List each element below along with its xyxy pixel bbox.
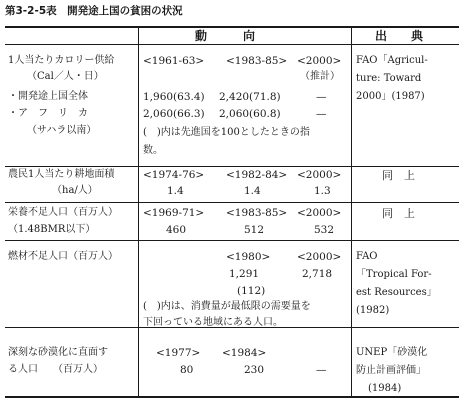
header-trend: 動 向 (195, 29, 256, 43)
row-divider-3 (5, 240, 459, 241)
table-title: 第3-2-5表 開発途上国の貧困の状況 (5, 5, 183, 17)
row1-developing-value-3: — (316, 91, 327, 103)
row3-value-2: 512 (244, 224, 265, 236)
row4-value-2: 2,718 (302, 268, 333, 280)
row5-value-1: 80 (180, 364, 194, 376)
row4-period-1: <1980> (226, 251, 271, 263)
row4-source-line-1: FAO (356, 251, 378, 262)
row5-source-line-1: UNEP「砂漠化 (356, 347, 428, 358)
row4-source-line-2: 「Tropical For- (356, 269, 432, 280)
row1-label: 1人当たりカロリー供給 (8, 55, 115, 66)
row4-period-2: <2000> (297, 251, 342, 263)
row4-source-line-3: est Resources」 (356, 287, 437, 298)
row4-note-line-1: ( )内は、消費量が最低限の需要量を (143, 301, 311, 312)
column-divider-2 (351, 26, 352, 397)
row5-period-1: <1977> (156, 347, 201, 359)
column-divider-1 (138, 26, 139, 397)
row3-value-3: 532 (314, 224, 335, 236)
row1-source-line-3: 2000」(1987) (356, 91, 425, 102)
header-rule (5, 44, 459, 45)
row2-unit: （ha/人） (52, 185, 98, 196)
row1-period-1: <1961-63> (143, 55, 205, 67)
row5-source-line-2: 防止計画評価」 (356, 365, 426, 376)
row5-source-line-3: (1984) (368, 383, 402, 394)
row2-label: 農民1人当たり耕地面積 (8, 169, 115, 180)
row1-source-line-2: ture: Toward (356, 73, 422, 84)
row4-value-1-paren: (112) (237, 285, 266, 297)
row3-label: 栄養不足人口（百万人） (8, 207, 118, 218)
row1-source-line-1: FAO「Agricul- (356, 55, 428, 66)
top-rule (5, 26, 459, 28)
row2-value-3: 1.3 (314, 185, 331, 197)
row1-africa-value-3: — (316, 108, 327, 120)
row1-label-subsaharan: （サハラ以南） (27, 125, 97, 136)
row5-value-3: — (316, 364, 327, 376)
row4-label: 燃材不足人口（百万人） (8, 251, 118, 262)
row2-period-2: <1982-84> (226, 169, 288, 181)
row1-note-line-2: 数。 (143, 145, 163, 156)
row3-sub-label: （1.48BMR以下） (8, 224, 96, 235)
row1-period-2: <1983-85> (226, 55, 288, 67)
row4-note-line-2: 下回っている地域にある人口。 (143, 317, 283, 328)
row-divider-1 (5, 166, 459, 167)
row-divider-2 (5, 202, 459, 203)
bottom-rule (5, 396, 459, 398)
row3-period-1: <1969-71> (143, 207, 205, 219)
row1-developing-value-1: 1,960(63.4) (143, 91, 205, 103)
row2-value-1: 1.4 (167, 185, 184, 197)
row2-value-2: 1.4 (244, 185, 261, 197)
row2-source: 同 上 (382, 169, 415, 182)
row5-label: 深刻な砂漠化に直面す (8, 347, 108, 358)
row3-period-2: <1983-85> (226, 207, 288, 219)
row1-period-3-note: （推計） (300, 71, 340, 82)
row1-label-africa: ・ア フ リ カ (8, 108, 88, 119)
row1-africa-value-1: 2,060(66.3) (143, 108, 205, 120)
row1-period-3: <2000> (297, 55, 342, 67)
row1-unit: （Cal／人・日） (27, 71, 104, 82)
row2-period-1: <1974-76> (143, 169, 205, 181)
row2-period-3: <2000> (297, 169, 342, 181)
row4-value-1: 1,291 (229, 268, 260, 280)
row1-developing-value-2: 2,420(71.8) (219, 91, 281, 103)
row3-period-3: <2000> (297, 207, 342, 219)
row1-label-developing: ・開発途上国全体 (8, 91, 88, 102)
row5-label-cont: る人口 （百万人） (8, 364, 103, 375)
row3-value-1: 460 (166, 224, 187, 236)
row1-note-line-1: ( )内は先進国を100としたときの指 (143, 127, 310, 138)
row5-value-2: 230 (244, 364, 265, 376)
row3-source: 同 上 (382, 207, 415, 220)
header-source: 出 典 (375, 29, 424, 43)
row1-africa-value-2: 2,060(60.8) (219, 108, 281, 120)
row5-period-2: <1984> (222, 347, 267, 359)
row4-source-line-4: (1982) (356, 305, 390, 316)
